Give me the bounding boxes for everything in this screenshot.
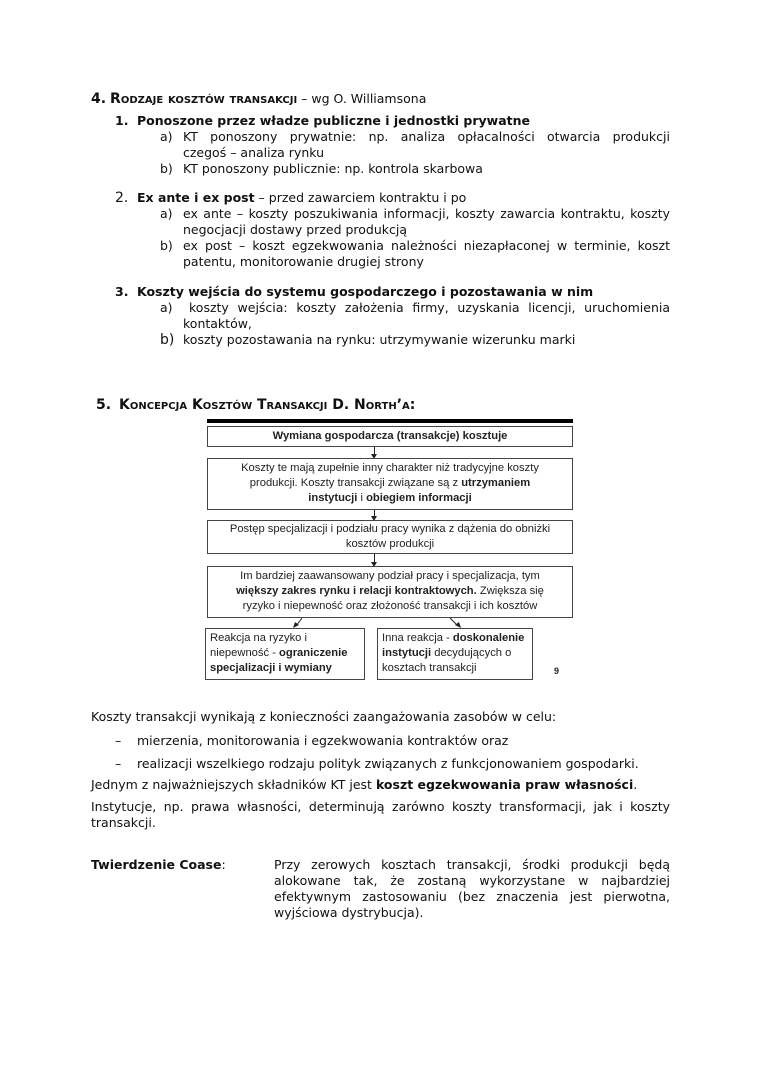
diagram-text: i [357,492,367,504]
bullet-item-2: realizacji wszelkiego rodzaju polityk związanych z funkcjonowaniem gospodarki. [137,756,639,771]
paragraph-text: Jednym z najważniejszych składników KT jest [91,777,376,792]
item-2b-line2: patentu, monitorowanie drugiej strony [183,254,424,269]
diagram-box-5-line-2 [210,646,364,661]
diagram-text-bold: doskonalenie [452,632,525,644]
diagram-text-bold: instytucji [308,492,358,504]
item-3-title: Koszty wejścia do systemu gospodarczego i pozostawania w nim [137,284,594,299]
paragraph-text: . [633,777,638,792]
coase-line-3: efektywnym zastosowaniu (bez znaczenia jest pierwotna, [274,889,670,904]
bullet-dash-icon: – [115,756,122,771]
item-1-number: 1. [115,113,129,128]
diagram-box-different-character [207,458,573,510]
diagram-box-1-text: Wymiana gospodarcza (transakcje) kosztuje [272,430,508,442]
diagram-box-3-line-1: Postęp specjalizacji i podziału pracy wynika z dążenia do obniżki [229,523,551,535]
item-2b-letter: b) [160,238,173,253]
diagram-text-bold: instytucji [382,647,432,659]
section-4-subtitle: – wg O. Williamsona [297,91,427,106]
item-3-number: 3. [115,284,129,299]
diagram-text-bold: większy zakres rynku i relacji kontraktowych. [236,585,477,597]
section-5-number: 5. [96,397,112,413]
item-1b-letter: b) [160,161,173,176]
diagram-text: Inna reakcja - [382,632,453,644]
item-2-heading [137,190,466,206]
diagram-box-2-line-3 [208,491,572,506]
item-2-title: Ex ante i ex post [137,190,255,205]
diagram-text: decydujących o [431,647,512,659]
item-2-rest: – przed zawarciem kontraktu i po [254,190,467,205]
diagram-box-2-line-1: Koszty te mają zupełnie inny charakter niż tradycyjne koszty [241,462,539,474]
arrow-down-icon [374,554,375,563]
item-3b-line1: koszty pozostawania na rynku: utrzymywanie wizerunku marki [183,332,576,347]
diagram-box-4-line-3: ryzyko i niepewność oraz złożoność transakcji i ich kosztów [242,600,538,612]
diagram-text-bold: utrzymaniem [461,477,531,489]
diagram-box-6-line-2 [382,646,532,661]
coase-line-2: alokowane tak, że zostaną wykorzystane w najbardziej [274,873,670,888]
item-3a-line1: koszty wejścia: koszty założenia firmy, uzyskania licencji, uruchomienia [189,300,670,315]
item-2a-line1: ex ante – koszty poszukiwania informacji, koszty zawarcia kontraktu, koszty [183,206,670,221]
item-1-title: Ponoszone przez władze publiczne i jednostki prywatne [137,113,531,128]
section-5-title: Koncepcja Kosztów Transakcji D. North’a: [119,397,416,413]
bullet-dash-icon: – [115,733,122,748]
diagram-box-market-scope [207,566,573,618]
paragraph-property-rights [91,777,637,793]
item-2a-line2: negocjacji dostawy przed produkcją [183,222,408,237]
diagram-box-6-line-3: kosztach transakcji [382,662,477,674]
item-2b-line1: ex post – koszt egzekwowania należności niezapłaconej w terminie, koszt [183,238,670,253]
diagram-box-4-line-2 [208,584,572,599]
diagram-text: produkcji. Koszty transakcji związane są z [249,477,462,489]
diagram-box-exchange-costs [207,426,573,447]
section-4-number: 4. [91,91,107,107]
diagram-box-5-line-1: Reakcja na ryzyko i [210,632,307,644]
item-1a-line1: KT ponoszony prywatnie: np. analiza opłacalności otwarcia produkcji [183,129,670,144]
paragraph-institutions-line-1: Instytucje, np. prawa własności, determinują zarówno koszty transformacji, jak i koszty [91,799,670,814]
item-3a-letter: a) [160,300,173,315]
diagram-box-4-line-1: Im bardziej zaawansowany podział pracy i specjalizacja, tym [240,570,540,582]
item-1a-letter: a) [160,129,173,144]
item-1b-line1: KT ponoszony publicznie: np. kontrola skarbowa [183,161,483,176]
paragraph-resources: Koszty transakcji wynikają z konieczności zaangażowania zasobów w celu: [91,709,557,724]
diagram-text: niepewność - [210,647,280,659]
diagram-box-reaction-institutions [377,628,533,680]
section-5-heading [96,397,415,413]
diagram-box-reaction-limit [205,628,365,680]
diagram-box-3-line-2: kosztów produkcji [345,538,435,550]
slide-number: 9 [554,666,560,676]
section-4-heading [91,91,426,107]
item-2-number: 2. [115,190,129,206]
arrow-down-icon [374,447,375,455]
coase-line-4: wyjściowa dystrybucja). [274,905,424,920]
diagram-text: Zwiększa się [476,585,544,597]
diagram-text-bold: obiegiem informacji [366,492,472,504]
arrow-down-icon [374,510,375,517]
paragraph-institutions-line-2: transakcji. [91,815,156,830]
diagram-box-5-line-3: specjalizacji i wymiany [210,662,332,674]
item-3b-letter: b) [160,332,175,348]
diagram-top-bar [207,419,573,423]
coase-label-text: Twierdzenie Coase [91,857,222,872]
item-1a-line2: czegoś – analiza rynku [183,145,325,160]
coase-line-1: Przy zerowych kosztach transakcji, środki produkcji będą [274,857,670,872]
diagram-box-6-line-1 [382,631,532,646]
item-3a-line2: kontaktów, [183,316,252,331]
diagram-text-bold: ograniczenie [279,647,348,659]
coase-label [91,857,226,873]
section-4-title: Rodzaje kosztów transakcji [110,91,298,107]
diagram-box-2-line-2 [208,476,572,491]
paragraph-text-bold: koszt egzekwowania praw własności [375,777,634,792]
item-2a-letter: a) [160,206,173,221]
diagram-box-specialization [207,520,573,554]
bullet-item-1: mierzenia, monitorowania i egzekwowania kontraktów oraz [137,733,509,748]
coase-label-colon: : [221,857,226,872]
